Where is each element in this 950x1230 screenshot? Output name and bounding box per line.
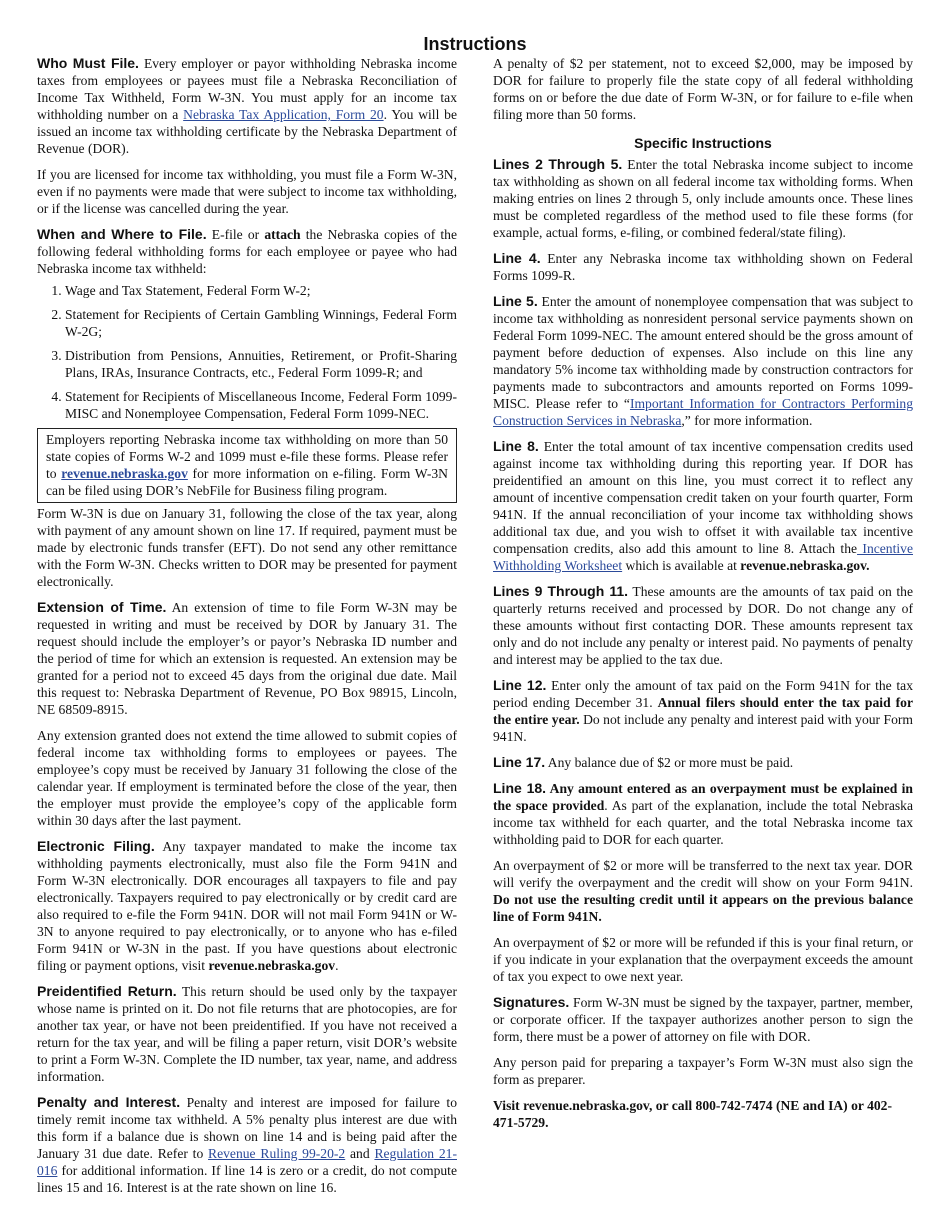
extension-paragraph: Extension of Time. An extension of time to file Form W-3N may be requested in writing and must be received by DOR by January 31. The request should include the employer’s or payor’s Nebraska ID number and the period of time for which an extension is requested. An extension may be granted for a period not to exceed 45 days from the original due date. Mail this request to: Nebraska Department of Revenue, PO Box 98915, Lincoln, NE 68509-8915. (37, 599, 457, 717)
penalty-interest-heading: Penalty and Interest. (37, 1094, 181, 1110)
incentive-worksheet-link[interactable]: Incentive Withholding Worksheet (493, 541, 913, 573)
line-18-paragraph: Line 18. Any amount entered as an overpayment must be explained in the space provided. As part of the explanation, include the total Nebraska income tax withheld for each quarter, and the total Nebraska income tax withholding paid to DOR for each quarter. (493, 780, 913, 847)
left-column (37, 55, 457, 1205)
line-8-heading: Line 8. (493, 438, 539, 454)
penalty-interest-paragraph: Penalty and Interest. Penalty and interest are imposed for failure to timely remit income tax withheld. A 5% penalty plus interest are due with this form if a balance due is shown on line 14 and is being paid after the January 31 due date. Refer to Revenue Ruling 99-20-2 and Regulation 21-016 for additional information. If line 14 is zero or a credit, do not compute lines 15 and 16. Interest is at the rate shown on line 16. (37, 1094, 458, 1195)
regulation-link[interactable]: Regulation 21-016 (37, 1146, 457, 1178)
statement-penalty-paragraph: A penalty of $2 per statement, not to exceed $2,000, may be imposed by DOR for failure to properly file the state copy of all federal withholding forms on or before the due date of Form W-3N, or for failure to e-file when filing more than 50 forms. (493, 56, 913, 122)
revenue-website-link[interactable]: revenue.nebraska.gov (61, 466, 188, 481)
when-where-heading: When and Where to File. (37, 226, 207, 242)
when-where-paragraph: When and Where to File. E-file or attach the Nebraska copies of the following federal withholding forms for each employee or payee who had Nebraska income tax withheld: (37, 226, 457, 276)
overpayment-refund-paragraph: An overpayment of $2 or more will be refunded if this is your final return, or if you indicate in your explanation that the overpayment exceeds the amount of tax you expect to owe next year. (493, 935, 913, 984)
line-4-heading: Line 4. (493, 250, 541, 266)
line-5-heading: Line 5. (493, 293, 538, 309)
lines-9-11-paragraph: Lines 9 Through 11. These amounts are the amounts of tax paid on the quarterly returns received and processed by DOR. Do not change any of these amounts without first contacting DOR. These amounts represent tax only and do not include any penalty or interest paid. No payments of penalty and interest may be applied to the tax due. (493, 583, 913, 667)
line-4-paragraph: Line 4. Enter any Nebraska income tax withholding shown on Federal Forms 1099-R. (493, 250, 913, 283)
list-item: 2. Statement for Recipients of Certain Gambling Winnings, Federal Form W-2G; (65, 306, 457, 340)
who-must-file-paragraph: Who Must File. Every employer or payor withholding Nebraska income taxes from employees or payees must file a Nebraska Reconciliation of Income Tax Withheld, Form W-3N. You must apply for an income tax withholding number on a Nebraska Tax Application, Form 20. You will be issued an income tax withholding certificate by the Nebraska Department of Revenue (DOR). (37, 55, 457, 156)
line-8-paragraph: Line 8. Enter the total amount of tax incentive compensation credits used against income tax withholding during this reporting year. If DOR has preidentified an amount on this line, you must correct it to reflect any amount of incentive compensation credit taken on your fourth quarter, Form 941N. If the annual reconciliation of your income tax withholding shows additional tax due, and you wish to offset it with available tax incentive compensation credits, also add this amount to line 8. Attach the Incentive Withholding Worksheet which is available at revenue.nebraska.gov. (493, 438, 913, 573)
overpayment-transfer-paragraph: An overpayment of $2 or more will be transferred to the next tax year. DOR will verify the overpayment and the credit will show on your Form 941N. Do not use the resulting credit until it appears on the previous balance line of Form 941N. (493, 858, 913, 924)
line-18-heading: Line 18. (493, 780, 547, 796)
list-item: 3. Distribution from Pensions, Annuities, Retirement, or Profit-Sharing Plans, IRAs, Insurance Contracts, etc., Federal Form 1099-R; and (65, 347, 457, 381)
right-column (493, 55, 913, 1140)
electronic-filing-paragraph: Electronic Filing. Any taxpayer mandated to make the income tax withholding payments electronically, must also file the Form 941N and Form W-3N electronically. DOR encourages all taxpayers to file and pay electronically. Taxpayers required to pay electronically or by credit card are also required to e-file the Form 941N. DOR will not mail Form 941N or W-3N to anyone required to pay electronically, or to anyone who has e-filed Form 941N or W-3N in the past. If you have questions about electronic filing or payment options, visit revenue.nebraska.gov. (37, 838, 457, 973)
signatures-heading: Signatures. (493, 994, 570, 1010)
list-item: 1. Wage and Tax Statement, Federal Form W-2; (65, 282, 457, 299)
due-date-paragraph: Form W-3N is due on January 31, following the close of the tax year, along with payment of any amount shown on line 17. If required, payment must be made by electronic funds transfer (EFT). Do not send any other remittance with the Form W-3N. Checks written to DOR may be presented for payment electronically. (37, 506, 457, 589)
electronic-filing-heading: Electronic Filing. (37, 838, 155, 854)
line-17-paragraph: Line 17. Any balance due of $2 or more must be paid. (493, 754, 794, 770)
preidentified-heading: Preidentified Return. (37, 983, 177, 999)
line-12-paragraph: Line 12. Enter only the amount of tax paid on the Form 941N for the tax period ending December 31. Annual filers should enter the tax paid for the entire year. Do not include any penalty and interest paid with your Form 941N. (493, 677, 913, 744)
signatures-paragraph: Signatures. Form W-3N must be signed by the taxpayer, partner, member, or corporate officer. If the taxpayer authorizes another person to sign the form, there must be a power of attorney on file with DOR. (493, 994, 913, 1044)
lines-9-11-heading: Lines 9 Through 11. (493, 583, 629, 599)
line-17-heading: Line 17. (493, 754, 546, 770)
federal-forms-list (37, 282, 457, 422)
extension-heading: Extension of Time. (37, 599, 167, 615)
revenue-ruling-link[interactable]: Revenue Ruling 99-20-2 (208, 1146, 346, 1161)
licensed-paragraph: If you are licensed for income tax withholding, you must file a Form W-3N, even if no payments were made that were subject to income tax withholding, or if the license was cancelled during the year. (37, 167, 457, 216)
specific-instructions-heading: Specific Instructions (634, 135, 772, 151)
list-item: 4. Statement for Recipients of Miscellaneous Income, Federal Form 1099-MISC and Nonemployee Compensation, Federal Form 1099-NEC. (65, 388, 457, 422)
page-title: Instructions (423, 34, 527, 54)
line-12-heading: Line 12. (493, 677, 547, 693)
extension-note-paragraph: Any extension granted does not extend the time allowed to submit copies of federal income tax withholding forms to employees or payees. The employee’s copy must be received by January 31 following the close of the calendar year. If employment is terminated before the close of the year, then the employer must provide the employee’s copy of the applicable form within 30 days after the last payment. (37, 728, 457, 828)
nebraska-tax-application-link[interactable]: Nebraska Tax Application, Form 20 (183, 107, 384, 122)
preparer-paragraph: Any person paid for preparing a taxpayer’s Form W-3N must also sign the form as preparer. (493, 1055, 913, 1087)
contractors-info-link[interactable]: Important Information for Contractors Performing Construction Services in Nebraska (493, 396, 913, 428)
lines-2-5-heading: Lines 2 Through 5. (493, 156, 623, 172)
contact-paragraph: Visit revenue.nebraska.gov, or call 800-742-7474 (NE and IA) or 402-471-5729. (493, 1098, 892, 1130)
preidentified-paragraph: Preidentified Return. This return should be used only by the taxpayer whose name is printed on it. Do not file returns that are photocopies, are for another tax year, or have not been preidentified. If you have not received a return for the tax year, and will be filing a paper return, visit DOR’s website to print a Form W-3N. Complete the ID number, tax year, name, and address information. (37, 983, 457, 1084)
lines-2-5-paragraph: Lines 2 Through 5. Enter the total Nebraska income subject to income tax withholding as shown on all federal income tax witholding forms. When making entries on lines 2 through 5, only include amounts once. These lines must be completed regardless of the method used to file these forms (for example, actual forms, e-filing, or combined federal/state filing). (493, 156, 913, 240)
e-file-notice-box: Employers reporting Nebraska income tax withholding on more than 50 state copies of Forms W-2 and 1099 must e-file these forms. Please refer to revenue.nebraska.gov for more information on e-filing. Form W-3N can be filed using DOR’s NebFile for Business filing program. (37, 428, 457, 503)
who-must-file-heading: Who Must File. (37, 55, 139, 71)
line-5-paragraph: Line 5. Enter the amount of nonemployee compensation that was subject to income tax withholding as nonresident personal service payments shown on Federal Form 1099-NEC. The amount entered should be the gross amount of payment before deduction of expenses. Also include on this line any mandatory 5% income tax withholding made by construction contractors for payments made to subcontractors and amounts reported on Forms 1099-MISC. Please refer to “Important Information for Contractors Performing Construction Services in Nebraska,” for more information. (493, 293, 913, 428)
